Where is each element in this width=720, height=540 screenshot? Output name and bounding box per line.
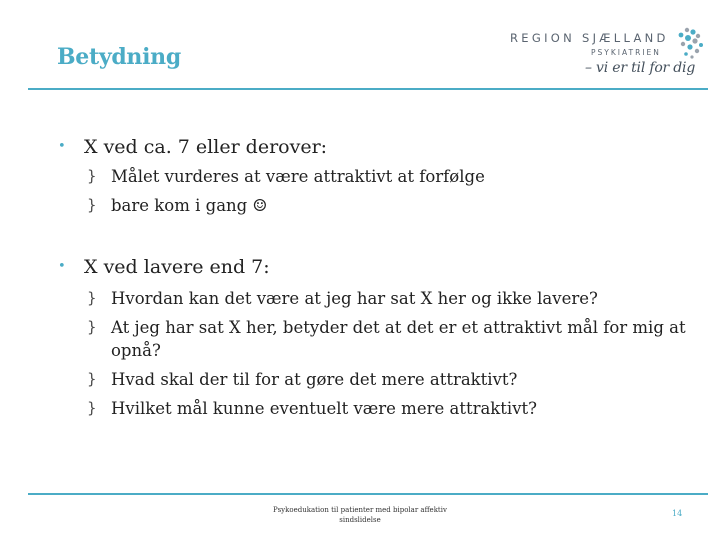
bullet-marker: • bbox=[58, 139, 66, 154]
bullet-text: X ved ca. 7 eller derover: bbox=[84, 136, 328, 158]
sub-bullet-text: bare kom i gang ☺ bbox=[111, 196, 268, 215]
sub-bullet-marker: } bbox=[87, 289, 97, 307]
sub-bullet-marker: } bbox=[87, 318, 97, 336]
sub-bullet-text: Hvad skal der til for at gøre det mere attraktivt? bbox=[111, 370, 518, 389]
logo-subtitle: PSYKIATRIEN bbox=[591, 48, 661, 57]
bullet-item bbox=[58, 136, 327, 158]
sub-bullet-text: Hvilket mål kunne eventuelt være mere attraktivt? bbox=[111, 399, 538, 418]
sub-bullet-marker: } bbox=[87, 167, 97, 185]
footer-text: Psykoedukation til patienter med bipolar affektiv sindslidelse bbox=[273, 506, 447, 524]
sub-bullet-marker: } bbox=[87, 399, 97, 417]
slide-title: Betydning bbox=[57, 44, 181, 70]
bullet-marker: • bbox=[58, 259, 66, 274]
sub-bullet-marker: } bbox=[87, 196, 97, 214]
sub-bullet-text: At jeg har sat X her, betyder det at det er et attraktivt mål for mig at opnå? bbox=[111, 318, 686, 360]
page-number: 14 bbox=[672, 509, 683, 518]
bullet-item bbox=[58, 256, 270, 278]
sub-bullet-marker: } bbox=[87, 370, 97, 388]
sub-bullet-item bbox=[87, 287, 697, 310]
sub-bullet-item bbox=[87, 194, 697, 217]
sub-bullet-item bbox=[87, 165, 697, 188]
region-sjaelland-logo bbox=[505, 24, 705, 90]
logo-dots-icon bbox=[665, 26, 705, 66]
sub-bullet-text: Hvordan kan det være at jeg har sat X her og ikke lavere? bbox=[111, 289, 598, 308]
footer-divider bbox=[28, 493, 708, 495]
bullet-text: X ved lavere end 7: bbox=[84, 256, 270, 278]
sub-bullet-item bbox=[87, 397, 697, 420]
sub-bullet-item bbox=[87, 316, 697, 362]
sub-bullet-item bbox=[87, 368, 697, 391]
logo-tagline: – vi er til for dig bbox=[585, 60, 696, 76]
sub-bullet-text: Målet vurderes at være attraktivt at forfølge bbox=[111, 167, 485, 186]
logo-name: REGION SJÆLLAND bbox=[510, 31, 669, 45]
